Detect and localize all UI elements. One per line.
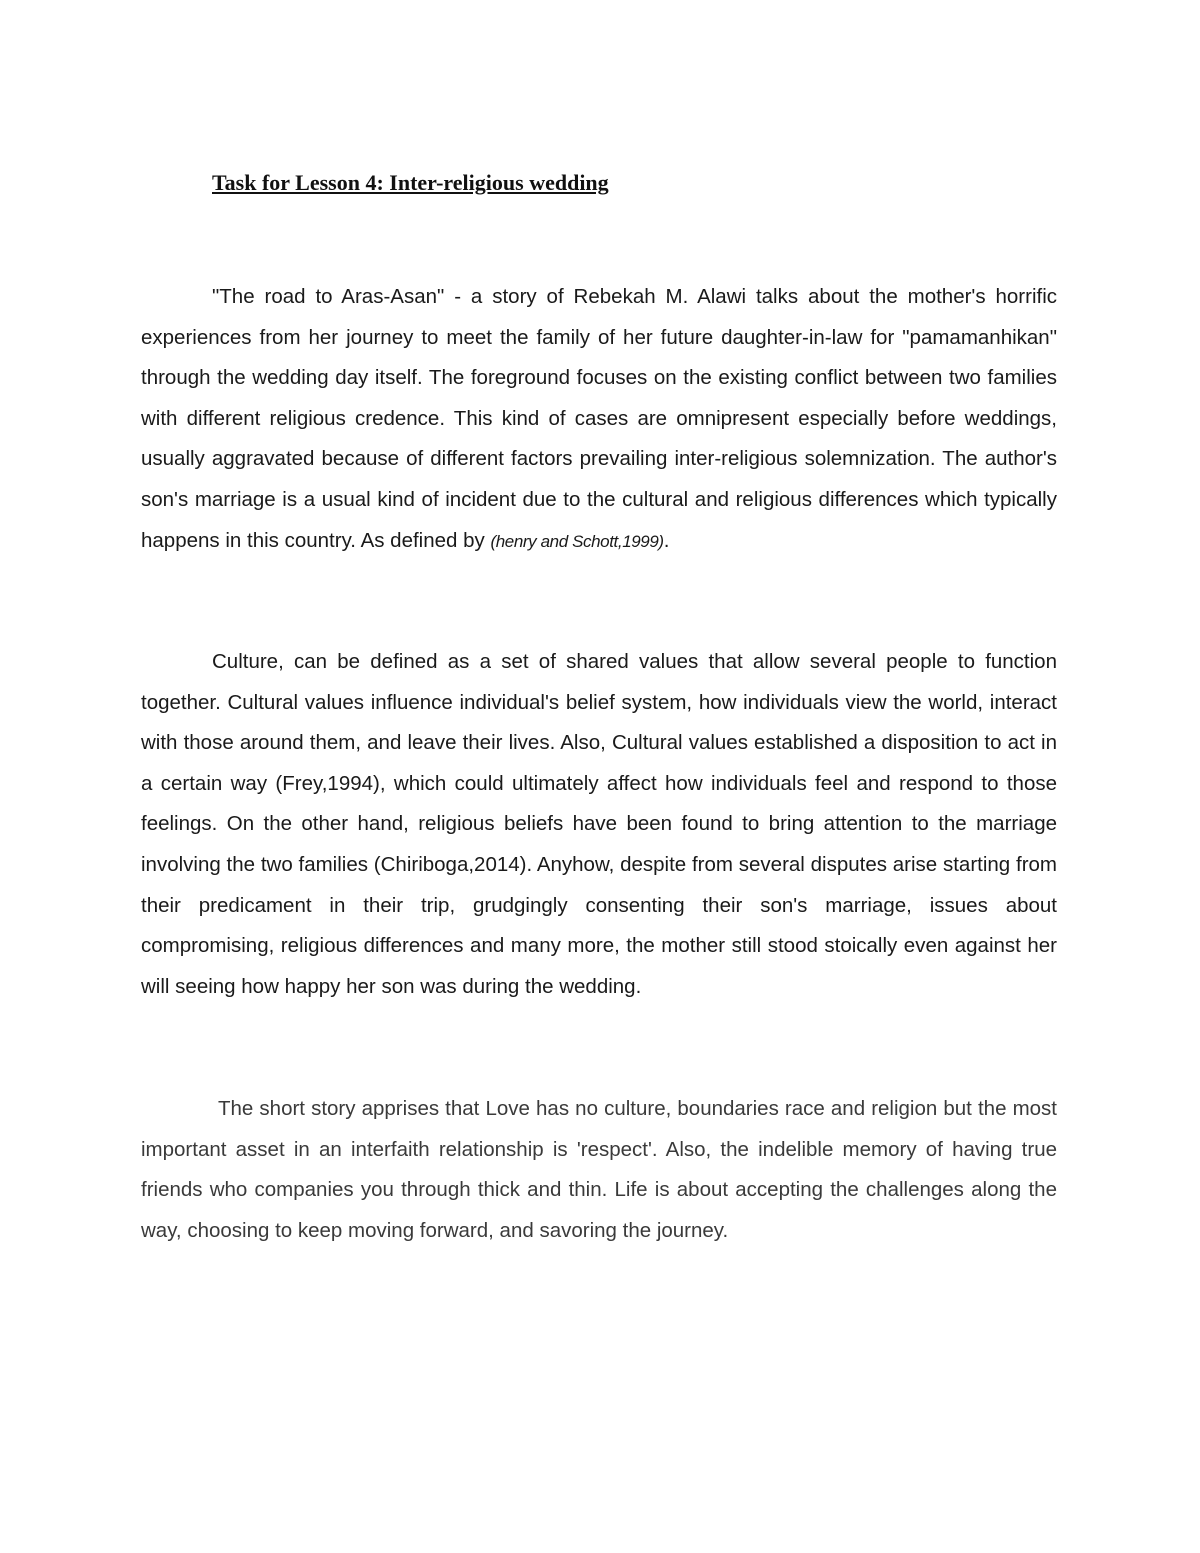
document-title: Task for Lesson 4: Inter-religious wedding	[212, 170, 609, 195]
paragraph-2-text: Culture, can be defined as a set of shared values that allow several people to function together. Cultural values influence individual's belief system, how individuals view the world, interact with those around them, and leave their lives. Also, Cultural values established a disposition to act in a certain way (Frey,1994), which could ultimately affect how individuals feel and respond to those feelings. On the other hand, religious beliefs have been found to bring attention to the marriage involving the two families (Chiriboga,2014). Anyhow, despite from several disputes arise starting from their predicament in their trip, grudgingly consenting their son's marriage, issues about compromising, religious differences and many more, the mother still stood stoically even against her will seeing how happy her son was during the wedding.	[141, 650, 1057, 998]
paragraph-1-end: .	[663, 528, 670, 552]
paragraph-3	[141, 1089, 1057, 1251]
paragraph-2	[141, 642, 1057, 1007]
paragraph-3-text: The short story apprises that Love has no culture, boundaries race and religion but the most important asset in an interfaith relationship is 'respect'. Also, the indelible memory of having true friends who companies you through thick and thin. Life is about accepting the challenges along the way, choosing to keep moving forward, and savoring the journey.	[141, 1097, 1057, 1242]
paragraph-1-text: "The road to Aras-Asan" - a story of Rebekah M. Alawi talks about the mother's horrific experiences from her journey to meet the family of her future daughter-in-law for "pamamanhikan" through the wedding day itself. The foreground focuses on the existing conflict between two families with different religious credence. This kind of cases are omnipresent especially before weddings, usually aggravated because of different factors prevailing inter-religious solemnization. The author's son's marriage is a usual kind of incident due to the cultural and religious differences which typically happens in this country. As defined by	[141, 285, 1057, 552]
citation-henry-schott: (henry and Schott,1999)	[490, 531, 664, 551]
paragraph-1	[141, 277, 1057, 562]
